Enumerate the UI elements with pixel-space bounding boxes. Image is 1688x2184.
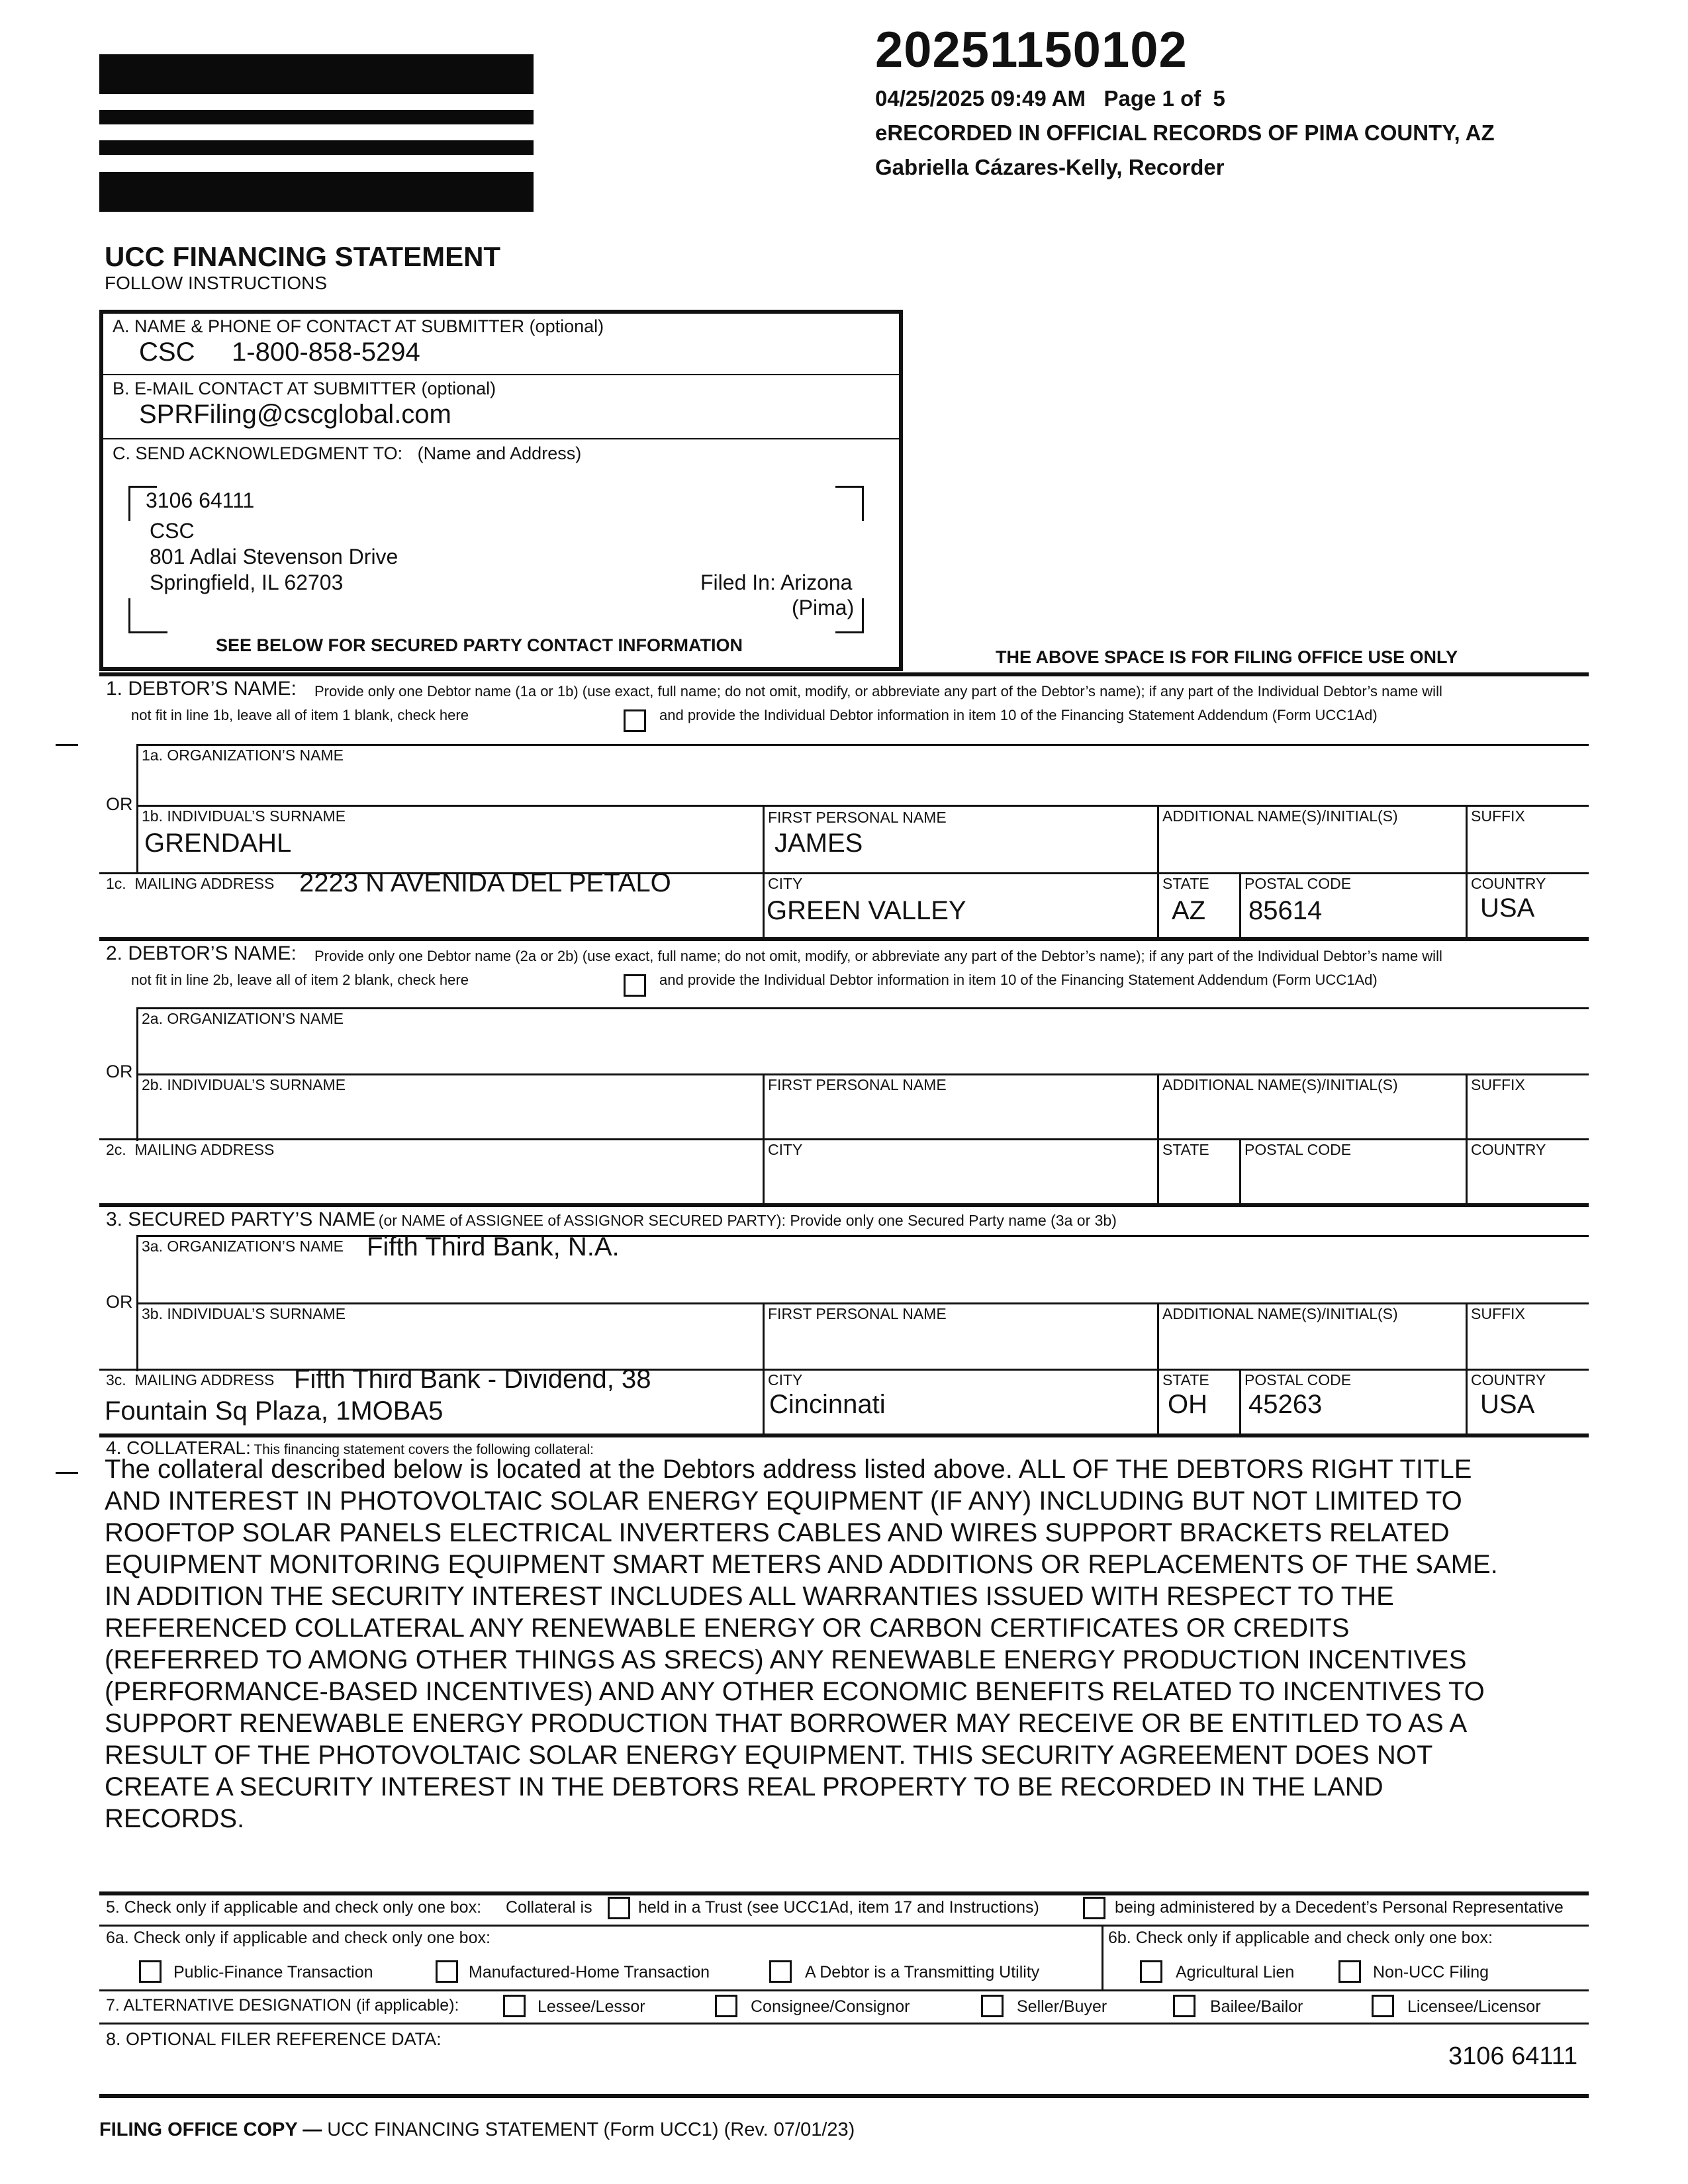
rule: [1102, 1925, 1103, 1991]
rule: [99, 1925, 1589, 1927]
submitter-contact-label: A. NAME & PHONE OF CONTACT AT SUBMITTER (optional): [113, 316, 604, 336]
secured-heading-rest: (or NAME of ASSIGNEE of ASSIGNOR SECURED PARTY): Provide only one Secured Party name (3a or 3b): [378, 1212, 1117, 1229]
debtor2-country-label: COUNTRY: [1471, 1141, 1546, 1158]
rule: [136, 744, 1589, 746]
agricultural-lien-label: Agricultural Lien: [1176, 1963, 1295, 1981]
debtor1-instructions-2a: not fit in line 1b, leave all of item 1 blank, check here: [131, 707, 469, 723]
secured-state-label: STATE: [1162, 1371, 1209, 1388]
rule: [136, 1235, 1589, 1237]
secured-org[interactable]: Fifth Third Bank, N.A.: [367, 1232, 620, 1261]
debtor2-first-label: FIRST PERSONAL NAME: [768, 1076, 947, 1093]
ack-line-1: 3106 64111: [146, 488, 255, 512]
item6a-label: 6a. Check only if applicable and check only one box:: [106, 1929, 491, 1947]
secured-org-label: 3a. ORGANIZATION’S NAME: [142, 1238, 344, 1255]
debtor1-instructions-1: Provide only one Debtor name (1a or 1b) (use exact, full name; do not omit, modify, or abbreviate any part of the Debtor’s name); if any part of the Individual Debtor’s name will: [314, 683, 1442, 700]
barcode-bar-2: [99, 110, 534, 124]
public-finance-checkbox[interactable]: [139, 1960, 162, 1983]
debtor2-surname-label: 2b. INDIVIDUAL’S SURNAME: [142, 1076, 346, 1093]
debtor1-org-label: 1a. ORGANIZATION’S NAME: [142, 747, 344, 764]
collateral-line: REFERENCED COLLATERAL ANY RENEWABLE ENERGY OR CARBON CERTIFICATES OR CREDITS: [105, 1614, 1350, 1643]
debtor2-additional-label: ADDITIONAL NAME(S)/INITIAL(S): [1162, 1076, 1398, 1093]
secured-country[interactable]: USA: [1480, 1390, 1535, 1419]
bailee-checkbox[interactable]: [1173, 1995, 1196, 2017]
record-datetime: 04/25/2025 09:49 AM Page 1 of 5: [875, 86, 1225, 111]
debtor1-city-label: CITY: [768, 875, 803, 892]
secured-first-label: FIRST PERSONAL NAME: [768, 1305, 947, 1322]
debtor2-city-label: CITY: [768, 1141, 803, 1158]
licensee-label: Licensee/Licensor: [1407, 1997, 1541, 2016]
item5-collateral-is: Collateral is: [506, 1898, 592, 1917]
secured-or: OR: [106, 1292, 133, 1312]
secured-heading: [106, 1208, 1117, 1231]
ack-line-2: CSC: [150, 519, 195, 543]
collateral-text[interactable]: [105, 1453, 1581, 1835]
debtor1-country-label: COUNTRY: [1471, 875, 1546, 892]
debtor1-surname-label: 1b. INDIVIDUAL’S SURNAME: [142, 807, 346, 825]
public-finance-label: Public-Finance Transaction: [173, 1963, 373, 1981]
debtor1-heading: [106, 678, 297, 700]
debtor2-suffix-label: SUFFIX: [1471, 1076, 1525, 1093]
ack-line-3: 801 Adlai Stevenson Drive: [150, 545, 399, 569]
lessee-label: Lessee/Lessor: [538, 1997, 645, 2016]
section-rule: [99, 937, 1589, 941]
debtor1-or: OR: [106, 794, 133, 814]
footer: [99, 2119, 855, 2141]
margin-tick: [56, 744, 78, 746]
item5-label: 5. Check only if applicable and check only one box:: [106, 1898, 482, 1917]
rule: [763, 805, 765, 938]
item8-value[interactable]: 3106 64111: [1448, 2042, 1578, 2070]
debtor2-mailing-label: 2c. MAILING ADDRESS: [106, 1141, 275, 1158]
transmitting-utility-label: A Debtor is a Transmitting Utility: [805, 1963, 1040, 1981]
bracket-bottom-left: [128, 598, 167, 633]
manufactured-home-label: Manufactured-Home Transaction: [469, 1963, 710, 1981]
secured-mailing-1[interactable]: Fifth Third Bank - Dividend, 38: [294, 1365, 651, 1394]
debtor1-first[interactable]: JAMES: [774, 829, 863, 858]
section-rule: [99, 1891, 1589, 1895]
collateral-line: The collateral described below is located at the Debtors address listed above. ALL OF THE DEBTORS RIGHT TITLE: [105, 1455, 1472, 1484]
document-number: 20251150102: [875, 22, 1188, 78]
divider: [103, 374, 899, 375]
debtor2-state-label: STATE: [1162, 1141, 1209, 1158]
debtor2-postal-label: POSTAL CODE: [1244, 1141, 1352, 1158]
collateral-line: IN ADDITION THE SECURITY INTEREST INCLUDES ALL WARRANTIES ISSUED WITH RESPECT TO THE: [105, 1582, 1394, 1611]
collateral-line: RESULT OF THE PHOTOVOLTAIC SOLAR ENERGY EQUIPMENT. THIS SECURITY AGREEMENT DOES NOT: [105, 1741, 1433, 1770]
debtor1-country[interactable]: USA: [1480, 893, 1535, 923]
debtor1-individual-checkbox[interactable]: [624, 709, 646, 732]
collateral-line: RECORDS.: [105, 1804, 245, 1833]
item7-label: 7. ALTERNATIVE DESIGNATION (if applicable):: [106, 1996, 459, 2015]
debtor1-suffix-label: SUFFIX: [1471, 807, 1525, 825]
rule: [136, 1073, 1589, 1075]
non-ucc-checkbox[interactable]: [1338, 1960, 1361, 1983]
secured-postal[interactable]: 45263: [1248, 1390, 1323, 1419]
secured-mailing-label: 3c. MAILING ADDRESS: [106, 1371, 275, 1388]
debtor1-mailing[interactable]: 2223 N AVENIDA DEL PETALO: [299, 868, 671, 897]
decedent-label: being administered by a Decedent’s Personal Representative: [1115, 1898, 1564, 1917]
collateral-line: (PERFORMANCE-BASED INCENTIVES) AND ANY OTHER ECONOMIC BENEFITS RELATED TO INCENTIVES TO: [105, 1677, 1485, 1706]
form-subtitle: FOLLOW INSTRUCTIONS: [105, 273, 328, 293]
filed-county: (Pima): [792, 596, 855, 619]
debtor1-state-label: STATE: [1162, 875, 1209, 892]
collateral-line: AND INTEREST IN PHOTOVOLTAIC SOLAR ENERGY EQUIPMENT (IF ANY) INCLUDING BUT NOT LIMITED TO: [105, 1486, 1462, 1516]
item6b-label: 6b. Check only if applicable and check only one box:: [1108, 1929, 1493, 1947]
debtor1-first-label: FIRST PERSONAL NAME: [768, 809, 947, 826]
debtor1-postal[interactable]: 85614: [1248, 896, 1323, 925]
form-title: UCC FINANCING STATEMENT: [105, 241, 501, 272]
collateral-line: (REFERRED TO AMONG OTHER THINGS AS SRECS) ANY RENEWABLE ENERGY PRODUCTION INCENTIVES: [105, 1645, 1467, 1674]
collateral-line: ROOFTOP SOLAR PANELS ELECTRICAL INVERTERS CABLES AND WIRES SUPPORT BRACKETS RELATED: [105, 1518, 1450, 1547]
secured-country-label: COUNTRY: [1471, 1371, 1546, 1388]
consignee-checkbox[interactable]: [715, 1995, 737, 2017]
debtor2-or: OR: [106, 1062, 133, 1081]
acknowledgment-label: C. SEND ACKNOWLEDGMENT TO: (Name and Address): [113, 443, 582, 463]
agricultural-lien-checkbox[interactable]: [1140, 1960, 1162, 1983]
secured-city[interactable]: Cincinnati: [769, 1390, 886, 1419]
divider: [103, 438, 899, 439]
trust-label: held in a Trust (see UCC1Ad, item 17 and Instructions): [638, 1898, 1039, 1917]
manufactured-home-checkbox[interactable]: [436, 1960, 458, 1983]
rule: [99, 1989, 1589, 1991]
debtor1-additional-label: ADDITIONAL NAME(S)/INITIAL(S): [1162, 807, 1398, 825]
section-rule: [99, 1203, 1589, 1207]
recorder-line: Gabriella Cázares-Kelly, Recorder: [875, 155, 1225, 179]
bailee-label: Bailee/Bailor: [1210, 1997, 1303, 2016]
licensee-checkbox[interactable]: [1372, 1995, 1394, 2017]
debtor2-org-label: 2a. ORGANIZATION’S NAME: [142, 1010, 344, 1027]
rule: [1466, 805, 1468, 938]
rule: [99, 2023, 1589, 2025]
debtor1-state[interactable]: AZ: [1172, 896, 1206, 925]
submitter-email-value[interactable]: SPRFiling@cscglobal.com: [139, 400, 451, 429]
collateral-heading-text: 4. COLLATERAL:: [106, 1437, 251, 1458]
trust-checkbox[interactable]: [608, 1897, 630, 1919]
lessee-checkbox[interactable]: [503, 1995, 526, 2017]
debtor2-heading: 2. DEBTOR’S NAME:: [106, 942, 297, 964]
bracket-top-right: [835, 486, 864, 521]
rule: [136, 744, 138, 874]
decedent-checkbox[interactable]: [1083, 1897, 1105, 1919]
rule: [1239, 1369, 1241, 1435]
collateral-heading-rest: This financing statement covers the following collateral:: [254, 1442, 594, 1457]
footer-text: FILING OFFICE COPY — UCC FINANCING STATEMENT (Form UCC1) (Rev. 07/01/23): [99, 2119, 855, 2140]
rule: [136, 1007, 1589, 1009]
rule: [136, 1302, 1589, 1304]
secured-heading-text: 3. SECURED PARTY’S NAME: [106, 1208, 376, 1230]
barcode-bar-3: [99, 140, 534, 155]
debtor1-instructions-2b: and provide the Individual Debtor information in item 10 of the Financing Statement Addendum (Form UCC1Ad): [659, 707, 1378, 723]
section-rule: [99, 2094, 1589, 2098]
secured-postal-label: POSTAL CODE: [1244, 1371, 1352, 1388]
barcode-bar-1: [99, 54, 534, 94]
rule: [1157, 805, 1159, 938]
filed-in: Filed In: Arizona: [700, 570, 853, 594]
rule: [1239, 872, 1241, 938]
submitter-contact-value[interactable]: CSC 1-800-858-5294: [139, 338, 420, 367]
secured-suffix-label: SUFFIX: [1471, 1305, 1525, 1322]
debtor2-instructions-2a: not fit in line 2b, leave all of item 2 blank, check here: [131, 972, 469, 988]
ack-line-4: Springfield, IL 62703: [150, 570, 344, 594]
debtor1-postal-label: POSTAL CODE: [1244, 875, 1352, 892]
debtor1-surname[interactable]: GRENDAHL: [144, 829, 292, 858]
non-ucc-label: Non-UCC Filing: [1373, 1963, 1489, 1981]
debtor1-city[interactable]: GREEN VALLEY: [767, 896, 966, 925]
seller-label: Seller/Buyer: [1017, 1997, 1107, 2016]
collateral-line: CREATE A SECURITY INTEREST IN THE DEBTORS REAL PROPERTY TO BE RECORDED IN THE LAND: [105, 1772, 1383, 1801]
submitter-email-label: B. E-MAIL CONTACT AT SUBMITTER (optional): [113, 379, 496, 398]
secured-additional-label: ADDITIONAL NAME(S)/INITIAL(S): [1162, 1305, 1398, 1322]
debtor2-instructions-1: Provide only one Debtor name (2a or 2b) (use exact, full name; do not omit, modify, or abbreviate any part of the Debtor’s name); if any part of the Individual Debtor’s name will: [314, 948, 1442, 964]
secured-city-label: CITY: [768, 1371, 803, 1388]
debtor2-instructions-2b: and provide the Individual Debtor information in item 10 of the Financing Statement Addendum (Form UCC1Ad): [659, 972, 1378, 988]
debtor1-mailing-label: 1c. MAILING ADDRESS: [106, 875, 275, 892]
filing-office-space: THE ABOVE SPACE IS FOR FILING OFFICE USE ONLY: [996, 647, 1458, 667]
rule: [136, 805, 1589, 807]
seller-checkbox[interactable]: [981, 1995, 1004, 2017]
debtor1-heading-text: 1. DEBTOR’S NAME:: [106, 678, 297, 700]
collateral-line: SUPPORT RENEWABLE ENERGY PRODUCTION THAT BORROWER MAY RECEIVE OR BE ENTITLED TO AS A: [105, 1709, 1468, 1738]
margin-tick: [56, 1472, 78, 1474]
section-rule: [99, 672, 1589, 676]
secured-state[interactable]: OH: [1168, 1390, 1207, 1419]
rule: [1239, 1138, 1241, 1206]
consignee-label: Consignee/Consignor: [751, 1997, 910, 2016]
see-below-note: SEE BELOW FOR SECURED PARTY CONTACT INFORMATION: [216, 635, 743, 655]
rule: [99, 1138, 1589, 1140]
secured-surname-label: 3b. INDIVIDUAL’S SURNAME: [142, 1305, 346, 1322]
collateral-line: EQUIPMENT MONITORING EQUIPMENT SMART METERS AND ADDITIONS OR REPLACEMENTS OF THE SAME.: [105, 1550, 1498, 1579]
recorded-line: eRECORDED IN OFFICIAL RECORDS OF PIMA COUNTY, AZ: [875, 120, 1495, 145]
transmitting-utility-checkbox[interactable]: [769, 1960, 792, 1983]
debtor2-individual-checkbox[interactable]: [624, 974, 646, 997]
secured-mailing-2[interactable]: Fountain Sq Plaza, 1MOBA5: [105, 1396, 444, 1426]
item8-label: 8. OPTIONAL FILER REFERENCE DATA:: [106, 2029, 442, 2049]
barcode-bar-4: [99, 172, 534, 212]
